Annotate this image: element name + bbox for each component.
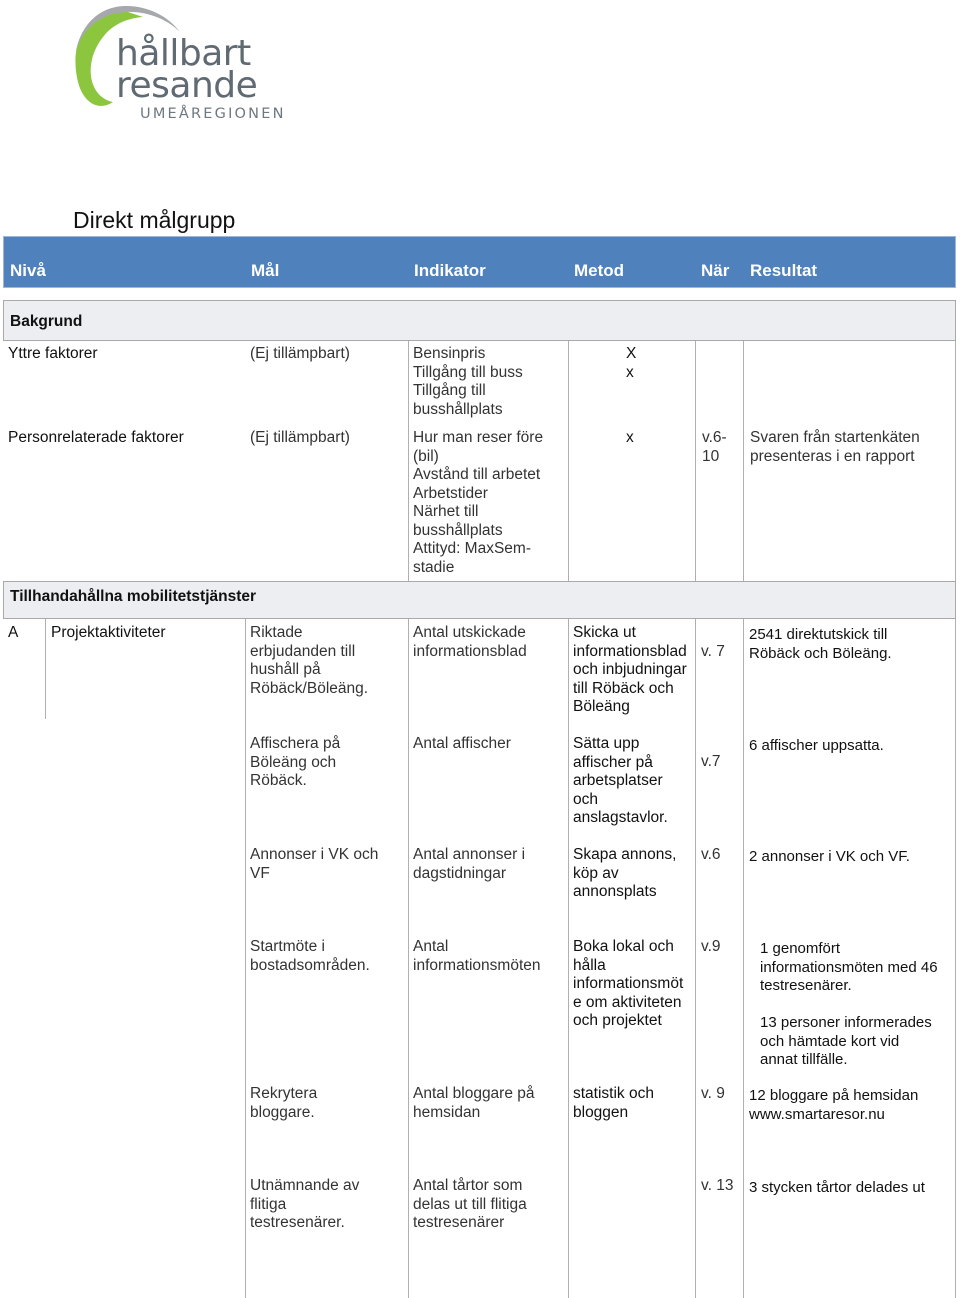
grid-line xyxy=(408,619,409,1298)
cell-resultat: 1 genomfört informationsmöten med 46 testresenärer. xyxy=(760,940,938,994)
cell-nar: v. 9 xyxy=(701,1085,725,1102)
section-tillhandahallna xyxy=(3,581,956,619)
cell-mal: Rekrytera bloggare. xyxy=(250,1085,318,1121)
section-tillhandahallna-label: Tillhandahållna mobilitetstjänster xyxy=(10,588,257,605)
grid-line xyxy=(568,619,569,1298)
cell-metod: Sätta upp affischer på arbetsplatser och anslagstavlor. xyxy=(573,735,668,826)
cell-resultat-extra: 13 personer informerades och hämtade kort vid annat tillfälle. xyxy=(760,1014,932,1068)
cell-nar: v. 7 xyxy=(701,643,725,660)
activity-label: Projektaktiviteter xyxy=(51,624,166,641)
cell-indikator: Antal bloggare på hemsidan xyxy=(413,1085,535,1121)
cell-indikator: Antal utskickade informationsblad xyxy=(413,624,527,660)
cell-mal: Annonser i VK och VF xyxy=(250,846,379,882)
grid-line xyxy=(568,341,569,581)
section-bakgrund-label: Bakgrund xyxy=(10,313,83,330)
cell-mal: (Ej tillämpbart) xyxy=(250,345,350,362)
header-nar: När xyxy=(701,261,730,280)
section-bakgrund xyxy=(3,300,956,341)
cell-mal: Startmöte i bostadsområden. xyxy=(250,938,370,974)
cell-nar: v.6 xyxy=(701,846,721,863)
page-title: Direkt målgrupp xyxy=(73,207,236,233)
hallbart-resande-logo xyxy=(68,2,318,132)
cell-nar: v.7 xyxy=(701,753,721,770)
cell-indikator: Antal tårtor som delas ut till flitiga testresenärer xyxy=(413,1177,527,1231)
cell-metod: Boka lokal och hålla informationsmöt e om aktiviteten och projektet xyxy=(573,938,684,1029)
cell-indikator: Antal affischer xyxy=(413,735,511,752)
cell-resultat: 3 stycken tårtor delades ut xyxy=(749,1179,925,1196)
logo-word-umearegionen: UMEÅREGIONEN xyxy=(140,106,286,122)
logo-word-hallbart: hållbart xyxy=(116,33,251,74)
cell-mal: Affischera på Böleäng och Röbäck. xyxy=(250,735,341,789)
grid-line xyxy=(695,341,696,581)
grid-line xyxy=(245,619,246,1298)
cell-mal: (Ej tillämpbart) xyxy=(250,429,350,446)
cell-nar: v.9 xyxy=(701,938,721,955)
cell-indikator: Antal informationsmöten xyxy=(413,938,541,974)
table-header xyxy=(3,236,956,288)
grid-line xyxy=(743,341,744,581)
cell-indikator: Antal annonser i dagstidningar xyxy=(413,846,526,882)
cell-resultat: Svaren från startenkäten presenteras i en rapport xyxy=(750,429,920,465)
cell-indikator: Hur man reser före (bil) Avstånd till arbetet Arbetstider Närhet till busshållplats Attityd: MaxSem- stadie xyxy=(413,429,544,576)
grid-line xyxy=(955,619,956,1298)
grid-line xyxy=(743,619,744,1298)
grid-line xyxy=(955,341,956,581)
cell-mal: Riktade erbjudanden till hushåll på Röbäck/Böleäng. xyxy=(250,624,369,697)
cell-mal: Utnämnande av flitiga testresenärer. xyxy=(250,1177,360,1231)
grid-line xyxy=(408,341,409,581)
cell-niva: Yttre faktorer xyxy=(8,345,98,362)
cell-metod: x xyxy=(626,429,634,446)
cell-resultat: 2 annonser i VK och VF. xyxy=(749,848,910,865)
cell-resultat: 2541 direktutskick till Röbäck och Böleäng. xyxy=(749,626,892,662)
logo-word-resande: resande xyxy=(116,65,258,106)
cell-indikator: Bensinpris Tillgång till buss Tillgång till busshållplats xyxy=(413,345,523,418)
header-mal: Mål xyxy=(251,261,280,280)
activity-code: A xyxy=(8,624,19,641)
cell-metod: statistik och bloggen xyxy=(573,1085,654,1121)
cell-metod: Skapa annons, köp av annonsplats xyxy=(573,846,677,900)
cell-nar: v. 13 xyxy=(701,1177,734,1194)
header-metod: Metod xyxy=(574,261,625,280)
grid-line xyxy=(695,619,696,1298)
header-indikator: Indikator xyxy=(414,261,486,280)
cell-metod: X x xyxy=(626,345,637,381)
cell-resultat: 6 affischer uppsatta. xyxy=(749,737,884,754)
cell-resultat: 12 bloggare på hemsidan www.smartaresor.nu xyxy=(749,1087,919,1123)
cell-nar: v.6- 10 xyxy=(702,429,727,465)
header-niva: Nivå xyxy=(10,261,46,280)
cell-metod: Skicka ut informationsblad och inbjudningar till Röbäck och Böleäng xyxy=(573,624,687,715)
cell-niva: Personrelaterade faktorer xyxy=(8,429,184,446)
grid-line xyxy=(45,619,46,719)
header-resultat: Resultat xyxy=(750,261,818,280)
